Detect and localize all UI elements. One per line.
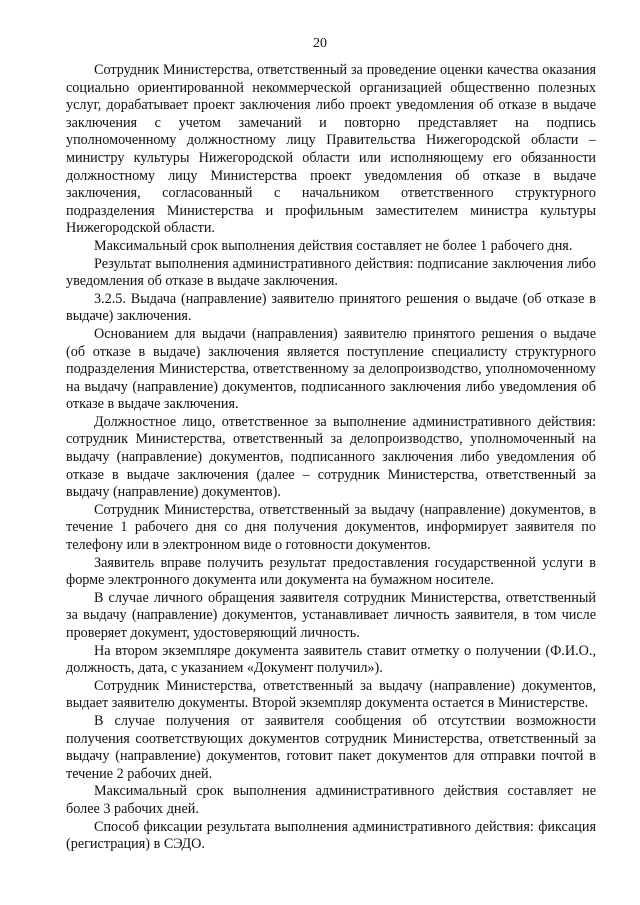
paragraph: Максимальный срок выполнения административного действия составляет не более 3 рабочих дней. [66,783,596,817]
paragraph: Сотрудник Министерства, ответственный за выдачу (направление) документов, выдает заявителю документы. Второй экземпляр документа остается в Министерстве. [66,677,596,712]
paragraph: Сотрудник Министерства, ответственный за выдачу (направление) документов, в течение 1 рабочего дня со дня получения документов, информирует заявителя по телефону или в электронном виде о готовности документов. [66,501,596,554]
paragraph: В случае личного обращения заявителя сотрудник Министерства, ответственный за выдачу (направление) документов, устанавливает личность заявителя, в том числе проверяет документ, удостоверяющий личность. [66,589,596,641]
paragraph: Заявитель вправе получить результат предоставления государственной услуги в форме электронного документа или документа на бумажном носителе. [66,554,596,589]
paragraph: Способ фиксации результата выполнения административного действия: фиксация (регистрация) в СЭДО. [66,818,596,853]
paragraph: Максимальный срок выполнения действия составляет не более 1 рабочего дня. [94,237,573,254]
paragraph: Должностное лицо, ответственное за выполнение административного действия: сотрудник Министерства, ответственный за делопроизводство, уполномоченный на выдачу (направление) документов, подписанного заключения либо уведомления об отказе в выдаче заключения (далее – сотрудник Министерства, ответственный за выдачу (направление) документов). [66,413,596,501]
paragraph: На втором экземпляре документа заявитель ставит отметку о получении (Ф.И.О., должность, дата, с указанием «Документ получил»). [66,642,596,677]
section-heading-paragraph: 3.2.5. Выдача (направление) заявителю принятого решения о выдаче (об отказе в выдаче) заключения. [66,290,596,325]
paragraph: Основанием для выдачи (направления) заявителю принятого решения о выдаче (об отказе в выдаче) заключения является поступление специалисту структурного подразделения Министерства, ответственному за делопроизводство, уполномоченному на выдачу (направление) документов, подписанного заключения либо уведомления об отказе в выдаче заключения. [66,325,596,413]
paragraph: Сотрудник Министерства, ответственный за проведение оценки качества оказания социально ориентированной некоммерческой организацией общественно полезных услуг, дорабатывает проект заключения либо проект уведомления об отказе в выдаче заключения с учетом замечаний и повторно представляет на подпись уполномоченному должностному лицу Правительства Нижегородской области – министру культуры Нижегородской области или исполняющему его обязанности должностному лицу Министерства проект уведомления об отказе в выдаче заключения, согласованный с начальником ответственного структурного подразделения Министерства и профильным заместителем министра культуры Нижегородской области. [66,62,596,237]
paragraph: В случае получения от заявителя сообщения об отсутствии возможности получения соответствующих документов сотрудник Министерства, ответственный за выдачу (направление) документов, готовит пакет документов для отправки почтой в течение 2 рабочих дней. [66,712,596,782]
document-body [66,62,596,854]
page-number: 20 [313,36,327,51]
paragraph: Результат выполнения административного действия: подписание заключения либо уведомления об отказе в выдаче заключения. [66,255,596,290]
